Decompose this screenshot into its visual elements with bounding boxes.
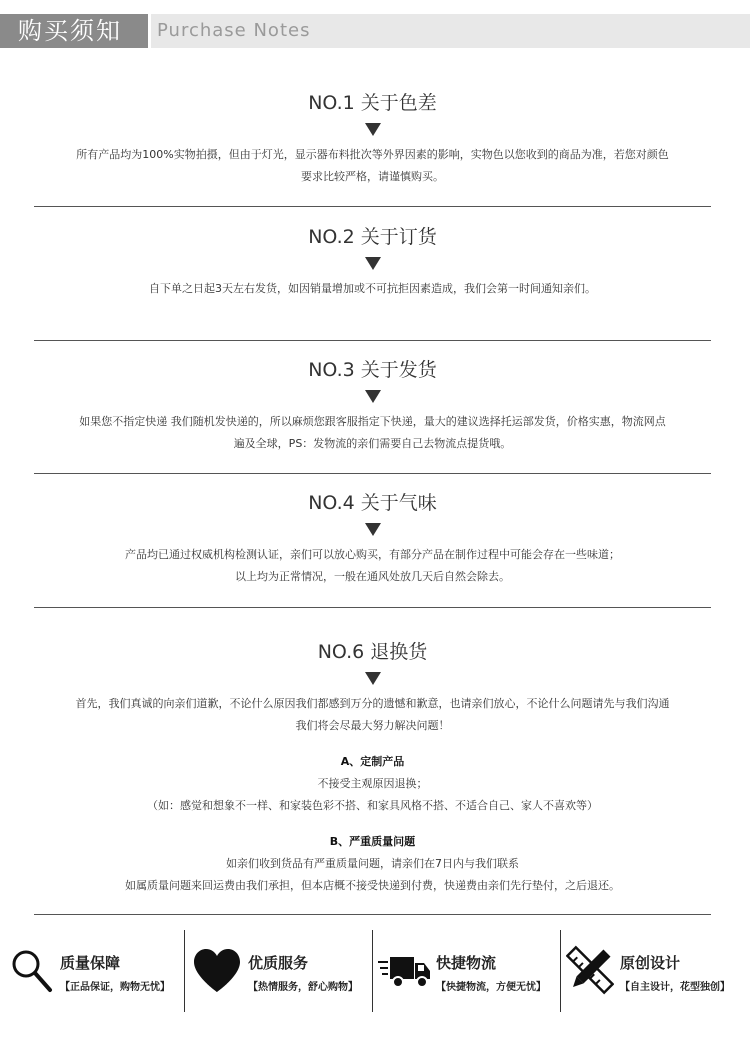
section-title: NO.3 关于发货 — [308, 359, 437, 381]
divider-line — [34, 206, 711, 207]
pencil-ruler-icon — [566, 944, 614, 996]
down-arrow-icon — [365, 672, 381, 685]
section-text-line: 以上均为正常情况，一般在通风处放几天后自然会除去。 — [235, 570, 510, 583]
footer-divider — [560, 930, 561, 1012]
section-odor — [34, 488, 711, 588]
header-title-en: Purchase Notes — [157, 20, 311, 41]
section-text-line: 自下单之日起3天左右发货，如因销量增加或不可抗拒因素造成，我们会第一时间通知亲们。 — [149, 282, 596, 295]
feature-subtitle: 【热情服务，舒心购物】 — [248, 982, 358, 993]
section-text-line: 如属质量问题来回运费由我们承担，但本店概不接受快递到付费，快递费由亲们先行垫付，之后退还。 — [125, 879, 620, 892]
feature-title: 质量保障 — [60, 954, 121, 972]
down-arrow-icon — [365, 257, 381, 270]
section-title: NO.1 关于色差 — [308, 92, 437, 114]
feature-service — [190, 930, 370, 1016]
section-text-line: 产品均已通过权威机构检测认证，亲们可以放心购买，有部分产品在制作过程中可能会存在一些味道； — [125, 548, 620, 561]
section-title: NO.6 退换货 — [317, 641, 428, 663]
sub-heading: B、严重质量问题 — [329, 835, 416, 848]
returns-custom-products — [34, 751, 711, 817]
section-text-line: 遍及全球，PS：发物流的亲们需要自己去物流点提货哦。 — [233, 437, 512, 450]
down-arrow-icon — [365, 523, 381, 536]
sub-heading: A、定制产品 — [340, 755, 405, 768]
footer-divider — [184, 930, 185, 1012]
header-banner — [0, 14, 750, 48]
section-text-line: 不接受主观原因退换； — [317, 777, 428, 790]
feature-quality — [8, 930, 184, 1016]
heart-icon — [192, 948, 242, 994]
divider-line — [34, 340, 711, 341]
feature-design — [564, 930, 746, 1016]
section-text-line: 所有产品均为100%实物拍摄，但由于灯光，显示器布料批次等外界因素的影响，实物色以您收到的商品为准，若您对颜色 — [76, 148, 669, 161]
returns-quality-issues — [34, 831, 711, 897]
divider-line — [34, 473, 711, 474]
section-ordering — [34, 222, 711, 300]
feature-logistics — [378, 930, 558, 1016]
feature-subtitle: 【快捷物流，方便无忧】 — [436, 982, 546, 993]
header-divider — [148, 14, 151, 48]
down-arrow-icon — [365, 123, 381, 136]
section-title: NO.2 关于订货 — [308, 226, 437, 248]
feature-title: 快捷物流 — [436, 954, 497, 972]
section-title: NO.4 关于气味 — [308, 492, 437, 514]
section-returns — [34, 637, 711, 897]
section-text-line: （如：感觉和想象不一样、和家装色彩不搭、和家具风格不搭、不适合自己、家人不喜欢等） — [147, 799, 598, 812]
section-text-line: 我们将会尽最大努力解决问题！ — [295, 719, 450, 732]
section-text-line: 首先，我们真诚的向亲们道歉，不论什么原因我们都感到万分的遗憾和歉意，也请亲们放心，不论什么问题请先与我们沟通 — [75, 697, 670, 710]
section-color-difference — [34, 88, 711, 188]
footer-divider — [372, 930, 373, 1012]
section-text-line: 如亲们收到货品有严重质量问题，请亲们在7日内与我们联系 — [226, 857, 519, 870]
divider-line — [34, 607, 711, 608]
feature-title: 原创设计 — [620, 954, 681, 972]
feature-title: 优质服务 — [248, 954, 309, 972]
feature-subtitle: 【正品保证，购物无忧】 — [60, 982, 170, 993]
down-arrow-icon — [365, 390, 381, 403]
section-shipping — [34, 355, 711, 455]
header-title-cn: 购买须知 — [0, 14, 148, 48]
feature-subtitle: 【自主设计，花型独创】 — [620, 982, 730, 993]
magnifier-icon — [10, 948, 56, 996]
section-text-line: 如果您不指定快递 我们随机发快递的，所以麻烦您跟客服指定下快递，量大的建议选择托运部发货，价格实惠，物流网点 — [79, 415, 666, 428]
truck-icon — [378, 954, 432, 990]
divider-line — [34, 914, 711, 915]
section-text-line: 要求比较严格，请谨慎购买。 — [301, 170, 444, 183]
